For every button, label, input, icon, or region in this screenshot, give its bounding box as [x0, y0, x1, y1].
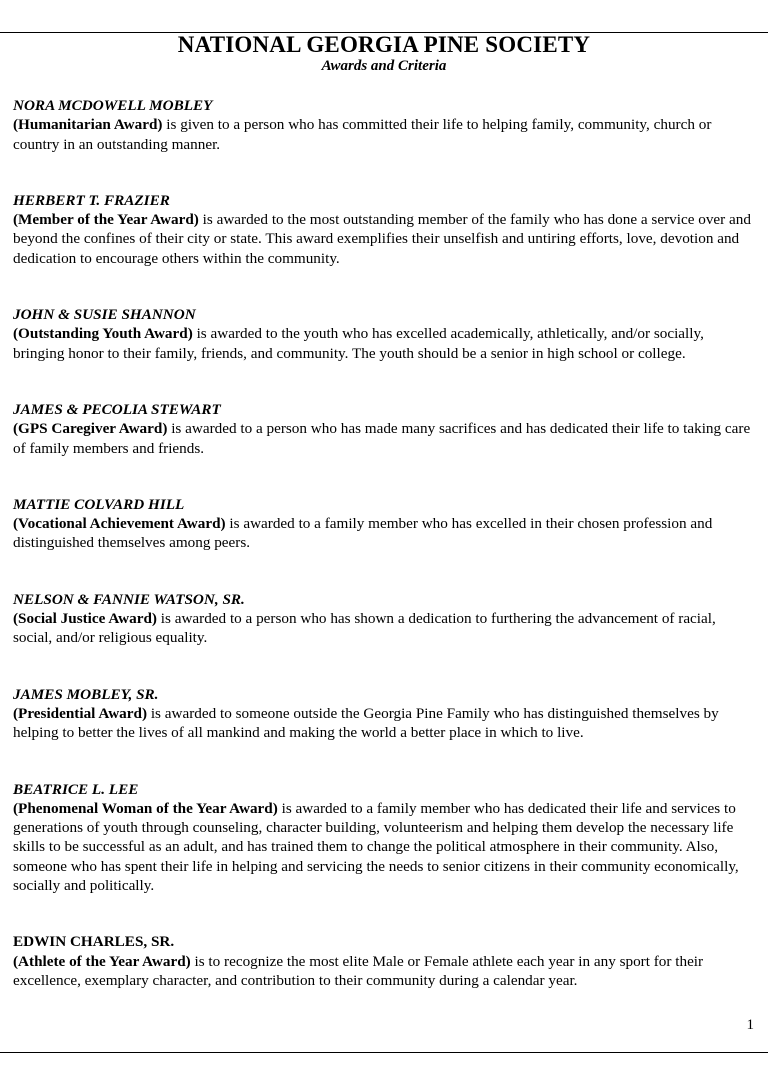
award-title: (Member of the Year Award) [13, 211, 199, 229]
award-honoree-name: BEATRICE L. LEE [13, 780, 139, 798]
award-honoree-name: JAMES & PECOLIA STEWART [13, 400, 221, 418]
award-title: (Presidential Award) [13, 704, 148, 722]
bottom-rule [0, 1052, 768, 1053]
document-header [0, 32, 768, 75]
document-title: NATIONAL GEORGIA PINE SOCIETY [177, 32, 591, 57]
award-title: (Humanitarian Award) [13, 116, 163, 134]
award-honoree-name: NORA MCDOWELL MOBLEY [13, 97, 213, 114]
award-description: is awarded to a person who has shown a dedication to furthering the advancement of racial, social, and/or religious equality. [13, 610, 716, 647]
award-title: (Phenomenal Woman of the Year Award) [13, 799, 278, 817]
award-title: (Athlete of the Year Award) [13, 952, 191, 970]
document-subtitle: Awards and Criteria [321, 58, 447, 74]
awards-list [13, 96, 757, 1027]
award-text [13, 952, 757, 991]
award-text [13, 514, 757, 553]
award-description: is awarded to someone outside the Georgia Pine Family who has distinguished themselves by helping to better the lives of all mankind and making the world a better place in which to live. [13, 704, 719, 742]
award-honoree-name: HERBERT T. FRAZIER [13, 191, 170, 209]
award-honoree-name: JAMES MOBLEY, SR. [13, 685, 159, 703]
page-number: 1 [746, 1017, 754, 1033]
award-title: (GPS Caregiver Award) [13, 420, 168, 438]
award-entry [13, 400, 757, 458]
award-title: (Vocational Achievement Award) [13, 515, 226, 533]
award-description: is awarded to a person who has made many sacrifices and has dedicated their life to taking care of family members and friends. [13, 420, 751, 457]
award-text [13, 609, 757, 648]
award-description: is awarded to the most outstanding member of the family who has done a service over and beyond the confines of their city or state. This award exemplifies their unselfish and untiring efforts, love, devotion and dedication to encourage others within the community. [13, 211, 751, 267]
award-title: (Social Justice Award) [13, 610, 157, 628]
award-honoree-name: JOHN & SUSIE SHANNON [13, 306, 196, 324]
award-text [13, 704, 757, 743]
award-honoree-name: MATTIE COLVARD HILL [13, 495, 185, 513]
award-description: is awarded to a family member who has excelled in their chosen profession and distinguished themselves among peers. [13, 515, 713, 552]
award-entry [13, 590, 757, 648]
award-title: (Outstanding Youth Award) [13, 325, 193, 343]
award-text [13, 324, 757, 363]
award-entry [13, 96, 757, 154]
award-entry [13, 495, 757, 553]
award-description: is awarded to a family member who has dedicated their life and services to generations of youth through counseling, character building, volunteerism and helping them develop the necessary life skills to be successful as an adult, and has trained them to change the political atmosphere in their community. Also, someone who has spent their life in helping and servicing the needs to senior citizens in their community economically, socially and politically. [13, 799, 739, 895]
award-entry [13, 685, 757, 743]
award-text [13, 419, 757, 458]
award-honoree-name: EDWIN CHARLES, SR. [13, 933, 175, 951]
award-text [13, 210, 757, 268]
award-entry [13, 191, 757, 268]
award-entry [13, 305, 757, 363]
award-description: is to recognize the most elite Male or Female athlete each year in any sport for their excellence, exemplary character, and contribution to their community during a calendar year. [13, 952, 704, 989]
award-description: is awarded to the youth who has excelled academically, athletically, and/or socially, bringing honor to their family, friends, and community. The youth should be a senior in high school or college. [13, 325, 704, 362]
award-text [13, 115, 757, 154]
award-text [13, 799, 757, 895]
award-honoree-name: NELSON & FANNIE WATSON, SR. [13, 590, 245, 608]
award-entry [13, 780, 757, 896]
award-entry [13, 932, 757, 990]
award-description: is given to a person who has committed their life to helping family, community, church or country in an outstanding manner. [13, 116, 712, 153]
